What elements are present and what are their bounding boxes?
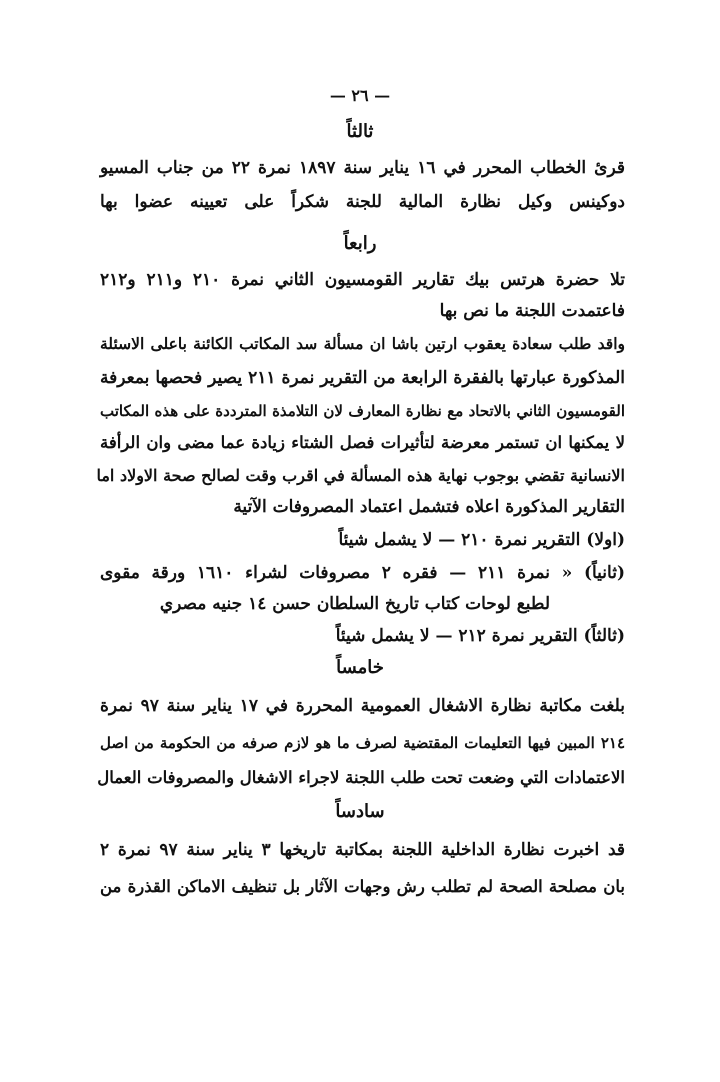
paragraph-line: بلغت مكاتبة نظارة الاشغال العمومية المحررة في ١٧ يناير سنة ٩٧ نمرة bbox=[100, 696, 625, 716]
section-heading-third: ثالثاً bbox=[346, 121, 374, 142]
paragraph-line: بان مصلحة الصحة لم تطلب رش وجهات الآثار بل تنظيف الاماكن القذرة من bbox=[100, 877, 625, 896]
paragraph-line: الانسانية تقضي بوجوب نهاية هذه المسألة في اقرب وقت لصالح صحة الاولاد اما bbox=[96, 466, 625, 485]
paragraph-line: القومسيون الثاني بالاتحاد مع نظارة المعارف لان التلامذة المترددة على هذه المكاتب bbox=[100, 402, 625, 420]
paragraph-line: تلا حضرة هرتس بيك تقارير القومسيون الثاني نمرة ٢١٠ و٢١١ و٢١٢ bbox=[100, 270, 625, 290]
paragraph-line: واقد طلب سعادة يعقوب ارتين باشا ان مسألة سد المكاتب الكائنة باعلى الاسئلة bbox=[100, 334, 625, 353]
paragraph-line: التقارير المذكورة اعلاه فتشمل اعتماد المصروفات الآتية bbox=[233, 497, 625, 517]
section-heading-sixth: سادساً bbox=[335, 801, 385, 822]
list-item-continuation: لطبع لوحات كتاب تاريخ السلطان حسن ١٤ جنيه مصري bbox=[159, 594, 550, 614]
paragraph-line: لا يمكنها ان تستمر معرضة لتأثيرات فصل الشتاء زيادة عما مضى وان الرأفة bbox=[100, 433, 625, 452]
list-item: (اولا) التقرير نمرة ٢١٠ — لا يشمل شيئاً bbox=[338, 530, 625, 550]
paragraph-line: قد اخبرت نظارة الداخلية اللجنة بمكاتبة تاريخها ٣ يناير سنة ٩٧ نمرة ٢ bbox=[100, 840, 625, 860]
paragraph-line: الاعتمادات التي وضعت تحت طلب اللجنة لاجراء الاشغال والمصروفات العمال bbox=[97, 768, 625, 787]
paragraph-line: قرئ الخطاب المحرر في ١٦ يناير سنة ١٨٩٧ نمرة ٢٢ من جناب المسيو bbox=[100, 158, 625, 178]
section-heading-fifth: خامساً bbox=[336, 657, 384, 678]
list-item: (ثالثاً) التقرير نمرة ٢١٢ — لا يشمل شيئاً bbox=[335, 626, 625, 646]
page-number: — ٢٦ — bbox=[329, 86, 391, 105]
paragraph-line: ٢١٤ المبين فيها التعليمات المقتضية لصرف ما هو لازم صرفه من الحكومة من اصل bbox=[100, 734, 625, 752]
paragraph-line: فاعتمدت اللجنة ما نص بها bbox=[439, 301, 625, 321]
section-heading-fourth: رابعاً bbox=[343, 233, 377, 254]
list-item: (ثانياً) « نمرة ٢١١ — فقره ٢ مصروفات لشراء ١٦١٠ ورقة مقوى bbox=[100, 563, 625, 583]
paragraph-line: دوكينس وكيل نظارة المالية للجنة شكراً على تعيينه عضوا بها bbox=[100, 192, 625, 212]
paragraph-line: المذكورة عبارتها بالفقرة الرابعة من التقرير نمرة ٢١١ يصير فحصها بمعرفة bbox=[100, 368, 625, 388]
